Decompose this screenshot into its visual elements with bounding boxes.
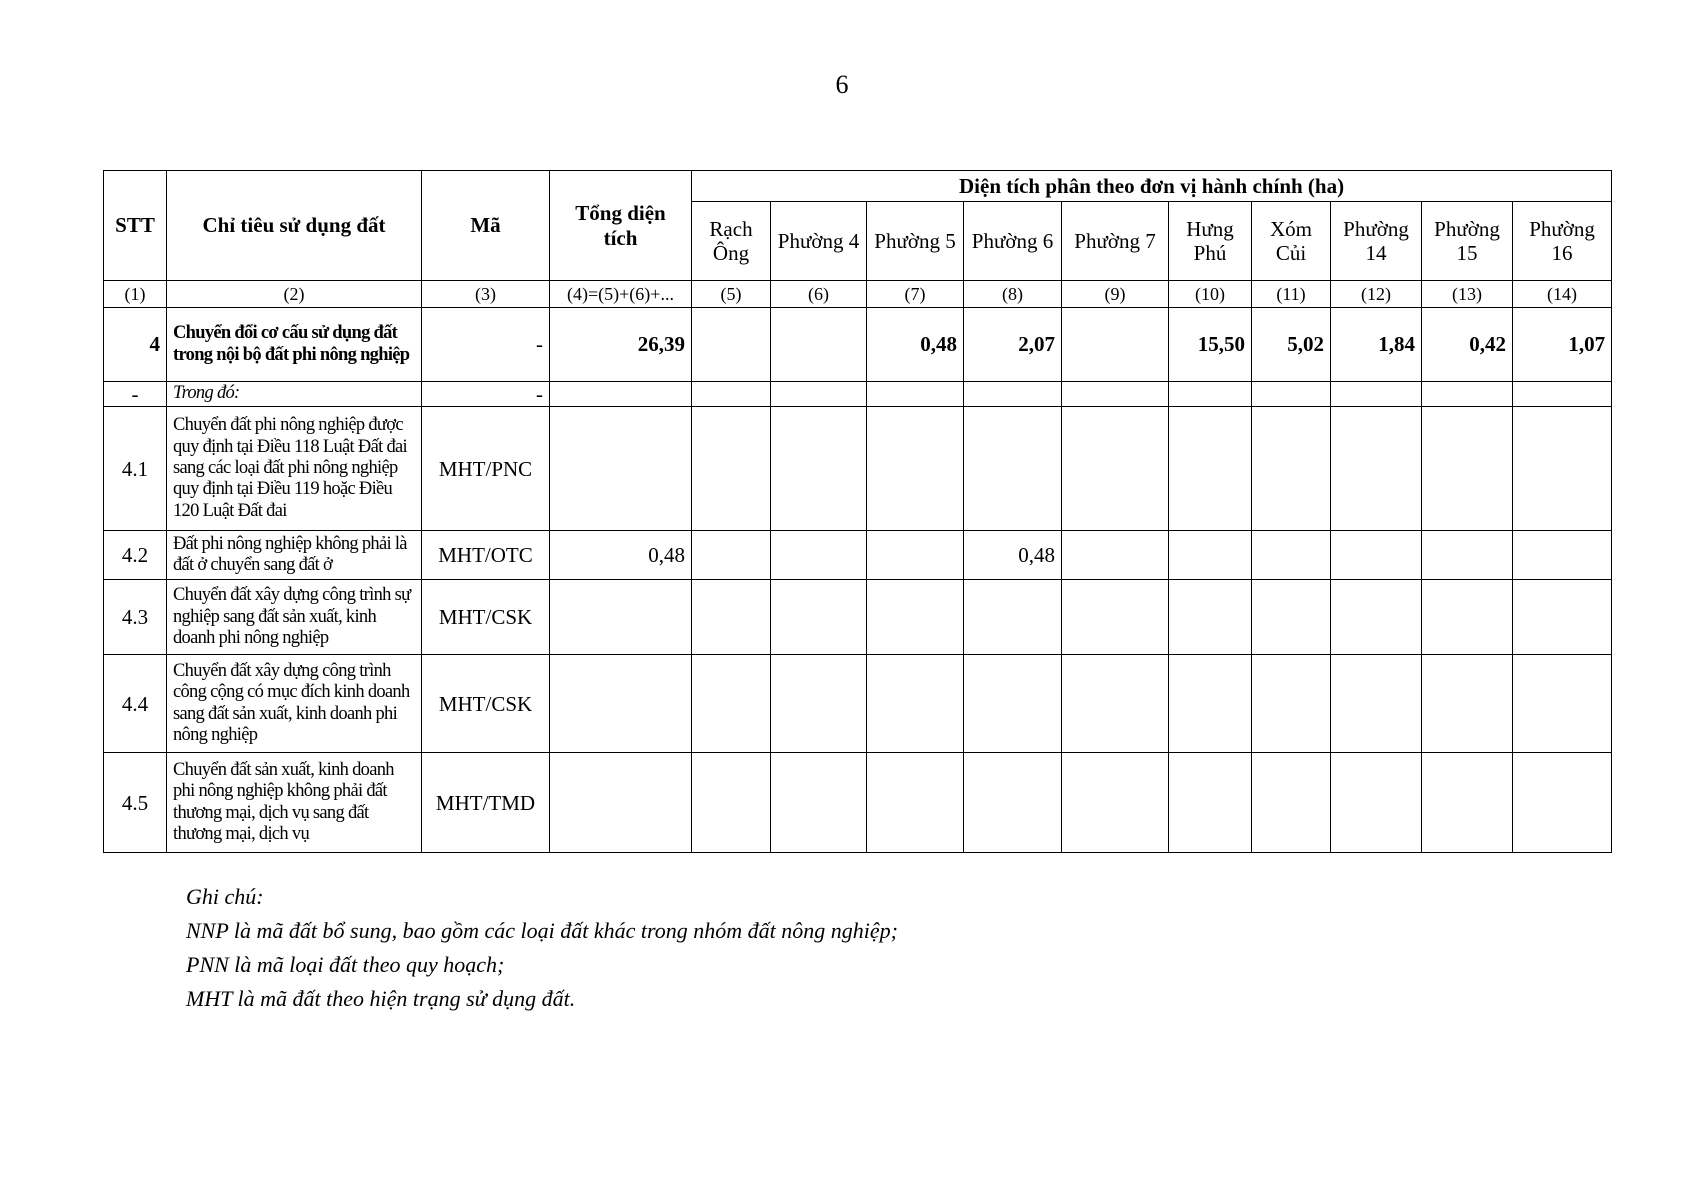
row-stt: 4.4 — [104, 655, 167, 753]
row-stt: 4.2 — [104, 531, 167, 580]
row-ward-value — [1062, 580, 1169, 655]
row-ward-value — [1422, 655, 1513, 753]
row-code: MHT/CSK — [422, 580, 550, 655]
row-ward-value — [1513, 531, 1612, 580]
column-index: (11) — [1252, 281, 1331, 308]
row-ward-value — [1169, 580, 1252, 655]
row-indicator: Chuyển đất phi nông nghiệp được quy định tại Điều 118 Luật Đất đai sang các loại đất phi nông nghiệp quy định tại Điều 119 hoặc Điều 120 Luật Đất đai — [167, 407, 422, 531]
page-number: 6 — [835, 70, 849, 99]
row-ward-value: 2,07 — [964, 308, 1062, 382]
header-ward: Phường 5 — [867, 202, 964, 281]
column-index: (1) — [104, 281, 167, 308]
header-ward: Phường 7 — [1062, 202, 1169, 281]
row-ward-value — [867, 655, 964, 753]
row-code: MHT/TMD — [422, 753, 550, 853]
row-stt: - — [104, 382, 167, 407]
row-ward-value — [771, 655, 867, 753]
row-stt: 4.1 — [104, 407, 167, 531]
row-code: MHT/OTC — [422, 531, 550, 580]
row-ward-value — [692, 407, 771, 531]
header-ward: Hưng Phú — [1169, 202, 1252, 281]
row-ward-value — [692, 531, 771, 580]
row-ward-value — [1513, 580, 1612, 655]
row-indicator: Chuyển đất xây dựng công trình công cộng có mục đích kinh doanh sang đất sản xuất, kinh doanh phi nông nghiệp — [167, 655, 422, 753]
row-ward-value — [1169, 407, 1252, 531]
row-ward-value — [771, 407, 867, 531]
row-ward-value — [1422, 531, 1513, 580]
table-row — [104, 753, 1612, 853]
row-ward-value — [1422, 753, 1513, 853]
column-index: (13) — [1422, 281, 1513, 308]
row-ward-value: 0,48 — [867, 308, 964, 382]
row-ward-value — [1513, 753, 1612, 853]
column-index: (12) — [1331, 281, 1422, 308]
row-ward-value — [1422, 580, 1513, 655]
row-ward-value — [1331, 753, 1422, 853]
row-ward-value — [1169, 382, 1252, 407]
row-ward-value — [964, 753, 1062, 853]
row-ward-value — [1513, 382, 1612, 407]
row-ward-value — [692, 308, 771, 382]
row-ward-value — [1062, 753, 1169, 853]
row-ward-value: 0,42 — [1422, 308, 1513, 382]
row-ward-value — [964, 655, 1062, 753]
row-ward-value — [692, 382, 771, 407]
table-row — [104, 531, 1612, 580]
row-ward-value — [1513, 655, 1612, 753]
row-ward-value — [1331, 382, 1422, 407]
row-ward-value — [867, 753, 964, 853]
row-indicator: Chuyển đất xây dựng công trình sự nghiệp sang đất sản xuất, kinh doanh phi nông nghiệp — [167, 580, 422, 655]
notes — [186, 880, 898, 1016]
row-total — [550, 753, 692, 853]
row-ward-value — [1062, 407, 1169, 531]
row-ward-value — [692, 753, 771, 853]
header-ward: Rạch Ông — [692, 202, 771, 281]
column-index: (9) — [1062, 281, 1169, 308]
notes-title: Ghi chú: — [186, 884, 264, 909]
row-ward-value — [1331, 580, 1422, 655]
row-ward-value — [1062, 655, 1169, 753]
row-total — [550, 655, 692, 753]
header-ward: Phường 4 — [771, 202, 867, 281]
row-total — [550, 580, 692, 655]
row-ward-value — [1252, 580, 1331, 655]
row-ward-value — [964, 580, 1062, 655]
row-indicator: Đất phi nông nghiệp không phải là đất ở chuyển sang đất ở — [167, 531, 422, 580]
column-index: (2) — [167, 281, 422, 308]
row-ward-value — [964, 407, 1062, 531]
header-indicator: Chỉ tiêu sử dụng đất — [167, 171, 422, 281]
header-ward: Phường 14 — [1331, 202, 1422, 281]
row-total: 26,39 — [550, 308, 692, 382]
header-ward: Phường 16 — [1513, 202, 1612, 281]
row-indicator: Chuyển đổi cơ cấu sử dụng đất trong nội bộ đất phi nông nghiệp — [167, 308, 422, 382]
column-index: (14) — [1513, 281, 1612, 308]
row-stt: 4 — [104, 308, 167, 382]
table-row — [104, 382, 1612, 407]
row-total — [550, 407, 692, 531]
column-index: (4)=(5)+(6)+... — [550, 281, 692, 308]
header-ward: Xóm Củi — [1252, 202, 1331, 281]
row-ward-value: 1,84 — [1331, 308, 1422, 382]
header-admin-group: Diện tích phân theo đơn vị hành chính (ha) — [692, 171, 1612, 202]
row-ward-value — [1169, 531, 1252, 580]
row-indicator: Trong đó: — [167, 382, 422, 407]
row-ward-value — [771, 531, 867, 580]
table-row — [104, 308, 1612, 382]
row-total: 0,48 — [550, 531, 692, 580]
header-total: Tổng diện tích — [550, 171, 692, 281]
table-row — [104, 407, 1612, 531]
row-ward-value — [1062, 531, 1169, 580]
row-ward-value — [1169, 753, 1252, 853]
row-ward-value — [771, 308, 867, 382]
row-code: MHT/PNC — [422, 407, 550, 531]
header-ward: Phường 6 — [964, 202, 1062, 281]
row-stt: 4.3 — [104, 580, 167, 655]
table-row — [104, 655, 1612, 753]
row-ward-value — [1062, 308, 1169, 382]
header-stt: STT — [104, 171, 167, 281]
row-code: MHT/CSK — [422, 655, 550, 753]
column-index: (10) — [1169, 281, 1252, 308]
row-ward-value — [1062, 382, 1169, 407]
row-ward-value: 15,50 — [1169, 308, 1252, 382]
column-index: (7) — [867, 281, 964, 308]
row-ward-value: 5,02 — [1252, 308, 1331, 382]
row-ward-value — [1252, 407, 1331, 531]
row-stt: 4.5 — [104, 753, 167, 853]
header-ward: Phường 15 — [1422, 202, 1513, 281]
row-ward-value — [1252, 655, 1331, 753]
row-ward-value — [1422, 407, 1513, 531]
row-ward-value — [1422, 382, 1513, 407]
note-line: NNP là mã đất bổ sung, bao gồm các loại đất khác trong nhóm đất nông nghiệp; — [186, 918, 898, 943]
row-ward-value — [1252, 531, 1331, 580]
row-code: - — [422, 382, 550, 407]
row-ward-value — [867, 407, 964, 531]
row-ward-value — [867, 531, 964, 580]
note-line: PNN là mã loại đất theo quy hoạch; — [186, 952, 505, 977]
row-ward-value — [692, 655, 771, 753]
column-index: (8) — [964, 281, 1062, 308]
row-ward-value — [1169, 655, 1252, 753]
row-ward-value — [771, 753, 867, 853]
table-row — [104, 580, 1612, 655]
row-ward-value — [1331, 655, 1422, 753]
row-indicator: Chuyển đất sản xuất, kinh doanh phi nông nghiệp không phải đất thương mại, dịch vụ sang đất thương mại, dịch vụ — [167, 753, 422, 853]
row-code: - — [422, 308, 550, 382]
column-index: (5) — [692, 281, 771, 308]
row-ward-value — [867, 382, 964, 407]
column-index: (3) — [422, 281, 550, 308]
row-ward-value: 1,07 — [1513, 308, 1612, 382]
row-total — [550, 382, 692, 407]
row-ward-value — [1331, 531, 1422, 580]
row-ward-value — [1252, 753, 1331, 853]
land-use-table — [103, 170, 1612, 853]
row-ward-value — [964, 382, 1062, 407]
row-ward-value — [867, 580, 964, 655]
row-ward-value — [771, 382, 867, 407]
row-ward-value: 0,48 — [964, 531, 1062, 580]
row-ward-value — [771, 580, 867, 655]
row-ward-value — [1252, 382, 1331, 407]
row-ward-value — [692, 580, 771, 655]
row-ward-value — [1331, 407, 1422, 531]
note-line: MHT là mã đất theo hiện trạng sử dụng đất. — [186, 986, 576, 1011]
row-ward-value — [1513, 407, 1612, 531]
column-index: (6) — [771, 281, 867, 308]
header-code: Mã — [422, 171, 550, 281]
